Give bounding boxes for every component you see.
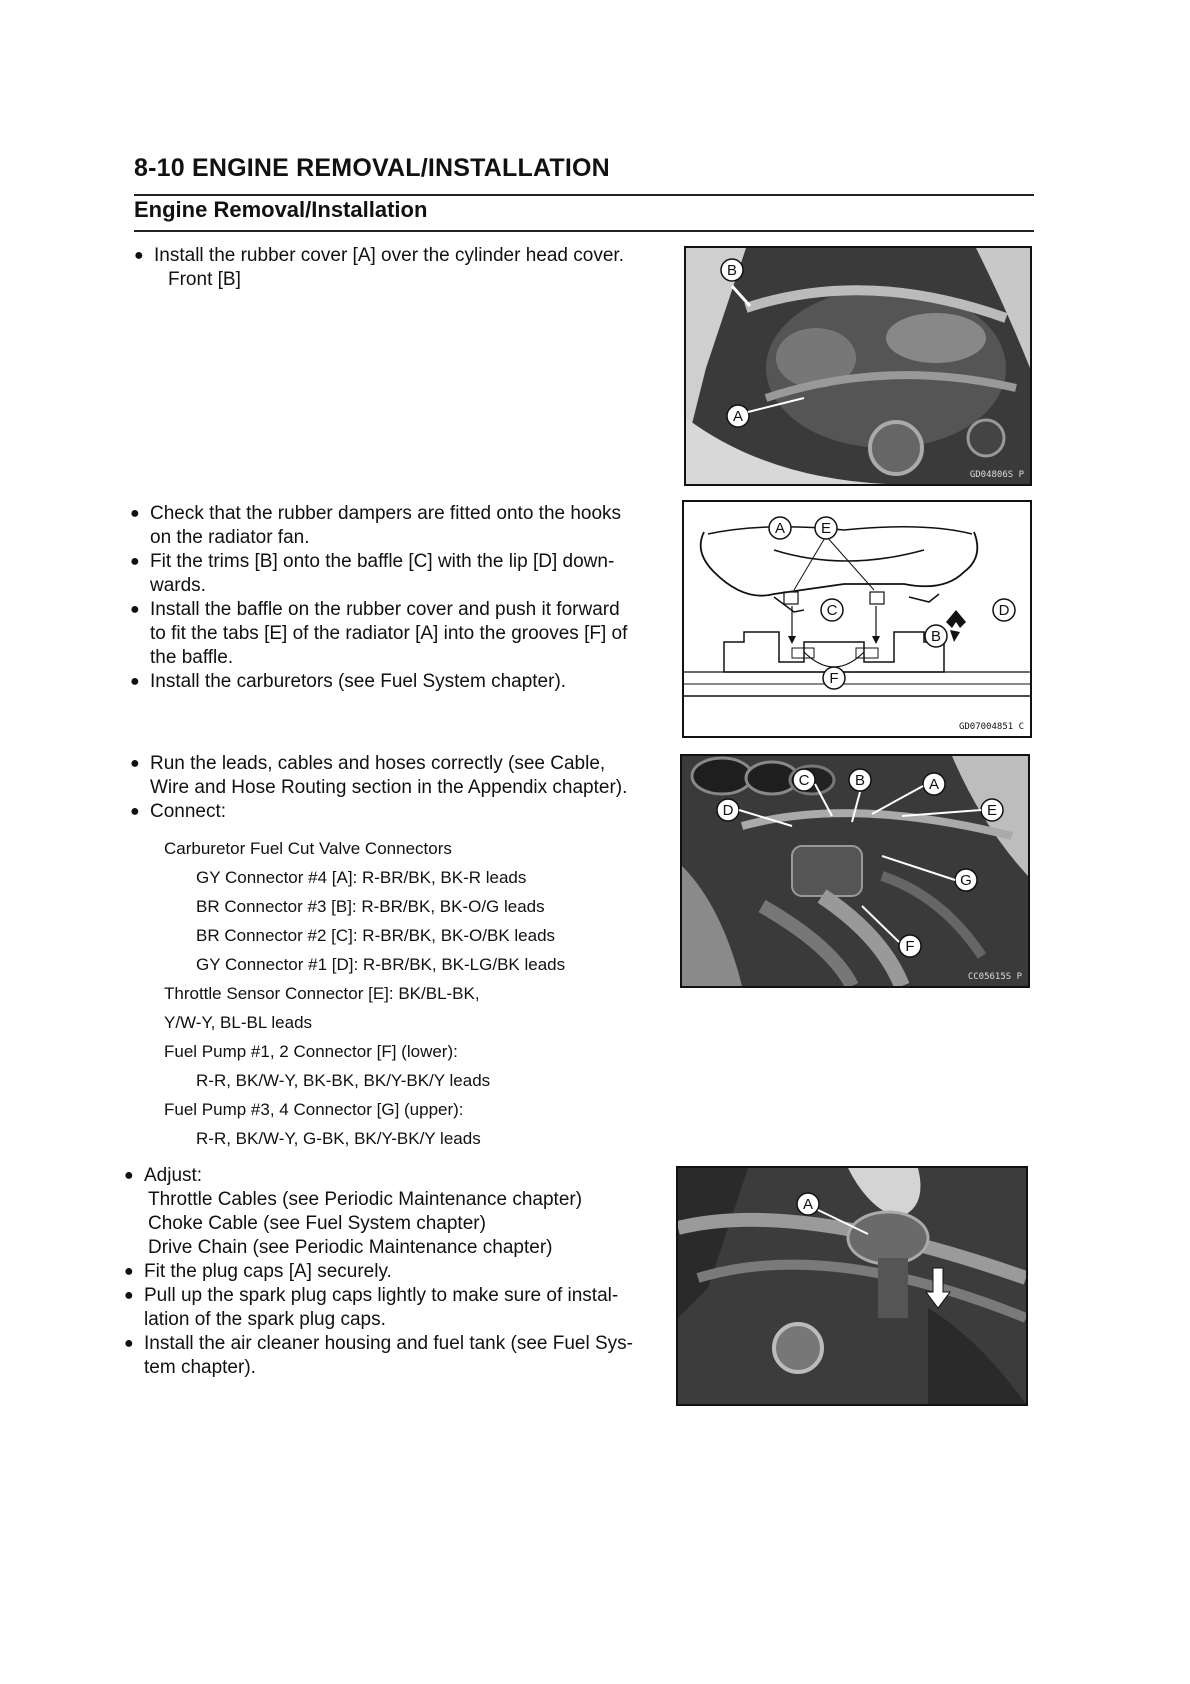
callout-e: [981, 799, 1003, 821]
list-item-text: Run the leads, cables and hoses correctly (see Cable,: [150, 753, 606, 774]
connector-item: GY Connector #1 [D]: R-BR/BK, BK-LG/BK leads: [196, 955, 566, 974]
photo-plug-caps: [676, 1166, 1028, 1406]
callout-a: [923, 773, 945, 795]
bullet-icon: ●: [130, 673, 140, 690]
connector-leads: R-R, BK/W-Y, BK-BK, BK/Y-BK/Y leads: [196, 1071, 491, 1090]
connector-item: Throttle Sensor Connector [E]: BK/BL-BK,: [164, 984, 480, 1003]
list-item: [130, 598, 670, 622]
connector-item: Fuel Pump #3, 4 Connector [G] (upper):: [164, 1100, 464, 1119]
callout-label-e: E: [820, 520, 832, 537]
callout-d: [993, 599, 1015, 621]
list-item-text: Install the air cleaner housing and fuel tank (see Fuel Sys-: [144, 1333, 633, 1354]
callout-a: [797, 1193, 819, 1215]
bullet-icon: ●: [124, 1263, 134, 1280]
instruction-block-baffle: [130, 502, 670, 694]
callout-label-b: B: [930, 628, 942, 645]
bullet-icon: ●: [130, 601, 140, 618]
connector-item-cont: Y/W-Y, BL-BL leads: [164, 1013, 313, 1032]
callout-b: [925, 625, 947, 647]
header-rule-top: [134, 194, 1034, 196]
callout-label-c: C: [798, 772, 810, 789]
figure-code: CC05615S P: [967, 972, 1022, 982]
list-item-sub: Choke Cable (see Fuel System chapter): [148, 1213, 486, 1234]
list-item-text-cont: to fit the tabs [E] of the radiator [A] into the grooves [F] of: [150, 623, 628, 644]
list-item-text: Check that the rubber dampers are fitted onto the hooks: [150, 503, 622, 524]
callout-label-a: A: [928, 776, 940, 793]
baffle-diagram: [684, 502, 1030, 736]
callout-label-f: F: [829, 670, 839, 687]
section-title: Engine Removal/Installation: [134, 197, 428, 222]
list-item: [124, 1260, 664, 1284]
bullet-icon: ●: [134, 247, 144, 264]
instruction-block-rubber-cover: [134, 244, 674, 292]
callout-label-e: E: [986, 802, 998, 819]
photo-rubber-cover: [684, 246, 1032, 486]
list-item-subtext: [134, 268, 674, 292]
callout-label-b: B: [854, 772, 866, 789]
connector-heading: Carburetor Fuel Cut Valve Connectors: [164, 839, 452, 858]
list-item-text-cont: the baffle.: [150, 647, 234, 668]
list-item: [130, 752, 670, 776]
callout-b: [849, 769, 871, 791]
bullet-icon: ●: [124, 1335, 134, 1352]
front-label: Front [B]: [168, 269, 241, 290]
bullet-icon: ●: [124, 1287, 134, 1304]
list-item: [130, 502, 670, 526]
bullet-icon: ●: [130, 803, 140, 820]
connector-item: GY Connector #4 [A]: R-BR/BK, BK-R leads: [196, 868, 527, 887]
instruction-block-adjust: [124, 1164, 664, 1380]
connector-item: BR Connector #2 [C]: R-BR/BK, BK-O/BK leads: [196, 926, 556, 945]
list-item: [134, 244, 674, 268]
list-item-text: Adjust:: [144, 1165, 203, 1186]
connector-list: [160, 834, 565, 1153]
callout-f: [823, 667, 845, 689]
callout-c: [793, 769, 815, 791]
callout-label-f: F: [905, 938, 915, 955]
callout-e: [815, 517, 837, 539]
list-item-text-cont: tem chapter).: [144, 1357, 256, 1378]
bullet-icon: ●: [130, 755, 140, 772]
connector-leads: R-R, BK/W-Y, G-BK, BK/Y-BK/Y leads: [196, 1129, 481, 1148]
list-item-text-cont: wards.: [150, 575, 206, 596]
list-item-sub: Drive Chain (see Periodic Maintenance chapter): [148, 1237, 553, 1258]
list-item-sub: Throttle Cables (see Periodic Maintenance chapter): [148, 1189, 583, 1210]
list-item: [124, 1284, 664, 1308]
callout-label-a: A: [732, 408, 744, 425]
engine-photo-1: [686, 248, 1030, 484]
bullet-icon: ●: [130, 553, 140, 570]
callout-label-g: G: [960, 872, 972, 889]
engine-photo-2: [682, 756, 1028, 986]
photo-connectors: [680, 754, 1030, 988]
list-item: [130, 670, 670, 694]
figure-code: GD04806S P: [969, 470, 1024, 480]
callout-label-b: B: [726, 262, 738, 279]
list-item: [130, 800, 670, 824]
callout-f: [899, 935, 921, 957]
list-item-text-cont: lation of the spark plug caps.: [144, 1309, 386, 1330]
callout-label-d: D: [998, 602, 1010, 619]
list-item-text: Install the carburetors (see Fuel System chapter).: [150, 671, 567, 692]
callout-g: [955, 869, 977, 891]
list-item-text: Pull up the spark plug caps lightly to make sure of instal-: [144, 1285, 619, 1306]
list-item-text: Connect:: [150, 801, 227, 822]
list-item: [130, 550, 670, 574]
list-item-text: Install the baffle on the rubber cover and push it forward: [150, 599, 620, 620]
engine-photo-3: [678, 1168, 1026, 1404]
callout-c: [821, 599, 843, 621]
callout-a: [769, 517, 791, 539]
bullet-icon: ●: [130, 505, 140, 522]
list-item: [124, 1164, 664, 1188]
callout-label-a: A: [774, 520, 786, 537]
callout-d: [717, 799, 739, 821]
instruction-block-routing: [130, 752, 670, 824]
connector-item: Fuel Pump #1, 2 Connector [F] (lower):: [164, 1042, 458, 1061]
list-item: [124, 1332, 664, 1356]
diagram-baffle: [682, 500, 1032, 738]
list-item-text: Fit the plug caps [A] securely.: [144, 1261, 392, 1282]
connector-item: BR Connector #3 [B]: R-BR/BK, BK-O/G leads: [196, 897, 545, 916]
list-item-text-cont: on the radiator fan.: [150, 527, 310, 548]
callout-label-a: A: [802, 1196, 814, 1213]
list-item-text-cont: Wire and Hose Routing section in the Appendix chapter).: [150, 777, 628, 798]
callout-label-c: C: [826, 602, 838, 619]
list-item-text: Fit the trims [B] onto the baffle [C] with the lip [D] down-: [150, 551, 615, 572]
figure-code: GD07004851 C: [958, 722, 1024, 732]
header-rule-bottom: [134, 230, 1034, 232]
list-item-text: Install the rubber cover [A] over the cylinder head cover.: [154, 245, 624, 266]
callout-label-d: D: [722, 802, 734, 819]
page-title: 8-10 ENGINE REMOVAL/INSTALLATION: [134, 154, 610, 182]
bullet-icon: ●: [124, 1167, 134, 1184]
